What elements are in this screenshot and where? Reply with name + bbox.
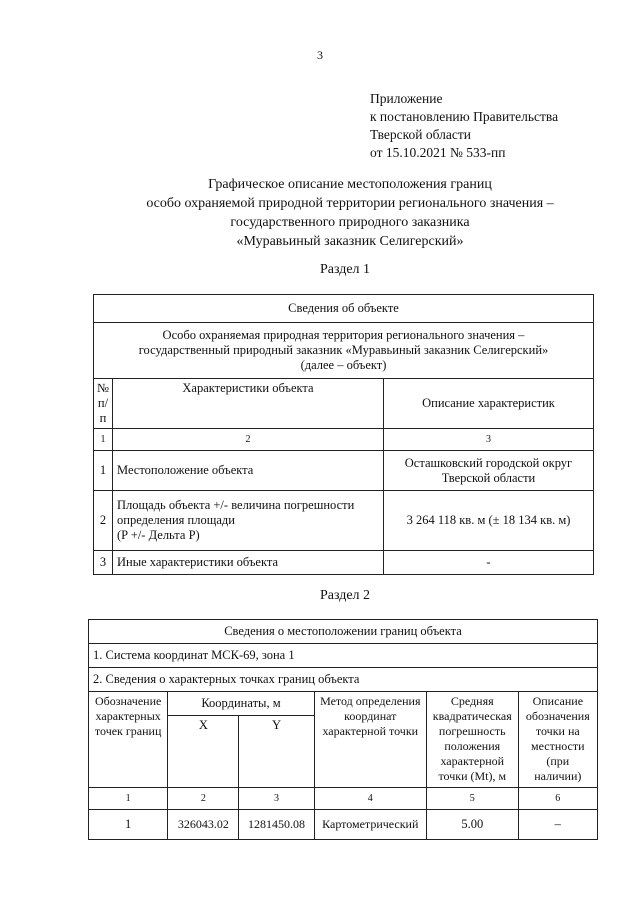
row-num: 1 bbox=[94, 451, 113, 491]
index-cell: 2 bbox=[113, 429, 384, 451]
col-char-header: Характеристики объекта bbox=[113, 379, 384, 429]
method-cell: Картометрический bbox=[314, 810, 426, 840]
document-title bbox=[60, 175, 640, 251]
index-cell: 1 bbox=[94, 429, 113, 451]
object-description bbox=[94, 323, 594, 379]
col-mark-header: Описание обозначения точки на местности (при наличии) bbox=[518, 692, 597, 788]
index-cell: 1 bbox=[89, 788, 168, 810]
section2-table bbox=[88, 619, 598, 840]
row-char bbox=[113, 491, 384, 551]
index-cell: 4 bbox=[314, 788, 426, 810]
index-cell: 6 bbox=[518, 788, 597, 810]
row-char-line: определения площади bbox=[117, 513, 235, 527]
points-info: 2. Сведения о характерных точках границ объекта bbox=[89, 668, 598, 692]
coordinate-system: 1. Система координат МСК-69, зона 1 bbox=[89, 644, 598, 668]
row-num: 3 bbox=[94, 551, 113, 575]
index-cell: 3 bbox=[384, 429, 594, 451]
point-cell: 1 bbox=[89, 810, 168, 840]
section1-heading: Раздел 1 bbox=[319, 262, 371, 277]
object-line: Особо охраняемая природная территория регионального значения – bbox=[162, 328, 525, 342]
title-line: Графическое описание местоположения границ bbox=[208, 177, 492, 192]
col-method-header: Метод определения координат характерной точки bbox=[314, 692, 426, 788]
row-char: Местоположение объекта bbox=[113, 451, 384, 491]
page-number: 3 bbox=[317, 48, 323, 62]
col-x-header: X bbox=[168, 716, 239, 788]
row-num: 2 bbox=[94, 491, 113, 551]
appendix-line: Тверской области bbox=[370, 127, 471, 142]
col-desc-header: Описание характеристик bbox=[384, 379, 594, 429]
col-y-header: Y bbox=[239, 716, 314, 788]
appendix-line: к постановлению Правительства bbox=[370, 109, 559, 124]
col-coords-header: Координаты, м bbox=[168, 692, 314, 716]
appendix-block bbox=[370, 90, 558, 162]
section2-table-title: Сведения о местоположении границ объекта bbox=[89, 620, 598, 644]
row-desc-line: Тверской области bbox=[441, 470, 536, 485]
y-cell: 1281450.08 bbox=[239, 810, 314, 840]
appendix-line: Приложение bbox=[370, 91, 443, 106]
row-desc: 3 264 118 кв. м (± 18 134 кв. м) bbox=[384, 491, 594, 551]
section2-heading: Раздел 2 bbox=[319, 588, 371, 603]
section1-table-title: Сведения об объекте bbox=[94, 295, 594, 323]
title-line: особо охраняемой природной территории регионального значения – bbox=[146, 196, 554, 211]
row-char-line: (P +/- Дельта P) bbox=[117, 528, 200, 542]
col-point-header: Обозначение характерных точек границ bbox=[89, 692, 168, 788]
error-cell: 5.00 bbox=[426, 810, 518, 840]
col-error-header: Средняя квадратическая погрешность положения характерной точки (Mt), м bbox=[426, 692, 518, 788]
table-row bbox=[94, 551, 594, 575]
x-cell: 326043.02 bbox=[168, 810, 239, 840]
index-cell: 3 bbox=[239, 788, 314, 810]
appendix-line: от 15.10.2021 № 533-пп bbox=[370, 145, 506, 160]
row-desc: - bbox=[384, 551, 594, 575]
section1-table bbox=[93, 294, 594, 575]
row-char-line: Площадь объекта +/- величина погрешности bbox=[117, 498, 355, 512]
object-line: (далее – объект) bbox=[300, 358, 387, 372]
row-desc bbox=[384, 451, 594, 491]
row-desc-line: Осташковский городской округ bbox=[404, 455, 573, 470]
title-line: государственного природного заказника bbox=[230, 215, 470, 230]
table-row bbox=[89, 810, 598, 840]
row-char: Иные характеристики объекта bbox=[113, 551, 384, 575]
object-line: государственный природный заказник «Муравьиный заказник Селигерский» bbox=[138, 343, 549, 357]
table-row bbox=[94, 491, 594, 551]
title-line: «Муравьиный заказник Селигерский» bbox=[236, 234, 464, 249]
index-cell: 5 bbox=[426, 788, 518, 810]
table-row bbox=[94, 451, 594, 491]
col-num-header: № п/п bbox=[94, 379, 113, 429]
index-cell: 2 bbox=[168, 788, 239, 810]
mark-cell: – bbox=[518, 810, 597, 840]
